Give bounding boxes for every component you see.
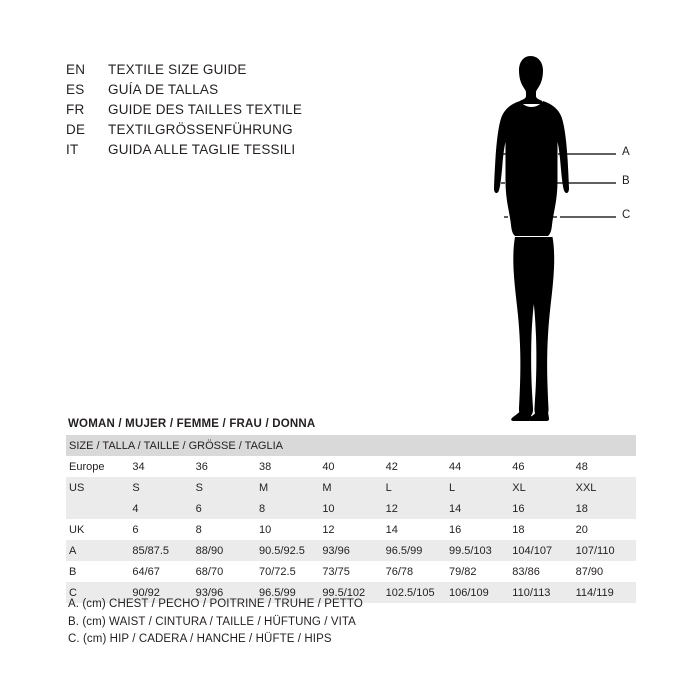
cell: XL	[509, 477, 572, 498]
cell: 8	[256, 498, 319, 519]
language-row-de	[66, 122, 466, 142]
language-text-it: GUIDA ALLE TAGLIE TESSILI	[108, 142, 296, 157]
cell: M	[319, 477, 382, 498]
table-caption: WOMAN / MUJER / FEMME / FRAU / DONNA	[68, 418, 316, 430]
cell: 10	[319, 498, 382, 519]
cell: 44	[446, 456, 509, 477]
table-row	[66, 519, 636, 540]
language-text-en: TEXTILE SIZE GUIDE	[108, 62, 247, 77]
size-table	[66, 435, 636, 603]
cell: 14	[383, 519, 446, 540]
cell: 70/72.5	[256, 561, 319, 582]
cell: 40	[319, 456, 382, 477]
footnotes	[66, 596, 626, 649]
cell: XXL	[573, 477, 636, 498]
cell: 110/113	[509, 582, 572, 603]
cell: S	[129, 477, 192, 498]
cell: 38	[256, 456, 319, 477]
row-label: B	[66, 561, 129, 582]
language-code-en: EN	[66, 62, 86, 77]
cell: 16	[446, 519, 509, 540]
table-row	[66, 561, 636, 582]
cell: 114/119	[573, 582, 636, 603]
cell: 46	[509, 456, 572, 477]
table-row	[66, 456, 636, 477]
measure-label-a: A	[622, 146, 630, 158]
table-header-row	[66, 435, 636, 456]
row-label: A	[66, 540, 129, 561]
cell: 6	[193, 498, 256, 519]
cell: 96.5/99	[383, 540, 446, 561]
table-row	[66, 477, 636, 498]
cell: 42	[383, 456, 446, 477]
cell: 83/86	[509, 561, 572, 582]
language-row-fr	[66, 102, 466, 122]
cell: 8	[193, 519, 256, 540]
language-code-es: ES	[66, 82, 85, 97]
cell: 18	[509, 519, 572, 540]
language-code-de: DE	[66, 122, 86, 137]
cell: 93/96	[193, 582, 256, 603]
cell: M	[256, 477, 319, 498]
language-text-fr: GUIDE DES TAILLES TEXTILE	[108, 102, 303, 117]
footnote-chest: A. (cm) CHEST / PECHO / POITRINE / TRUHE / PETTO	[68, 598, 363, 610]
cell: 90/92	[129, 582, 192, 603]
cell: 87/90	[573, 561, 636, 582]
cell: S	[193, 477, 256, 498]
language-row-it	[66, 142, 466, 162]
cell: 48	[573, 456, 636, 477]
row-label	[66, 498, 129, 519]
cell: 14	[446, 498, 509, 519]
row-label: US	[66, 477, 129, 498]
cell: 64/67	[129, 561, 192, 582]
cell: 18	[573, 498, 636, 519]
measure-label-c: C	[622, 209, 631, 221]
cell: 85/87.5	[129, 540, 192, 561]
cell: 12	[383, 498, 446, 519]
cell: 6	[129, 519, 192, 540]
language-text-es: GUÍA DE TALLAS	[108, 82, 219, 97]
size-table-area	[66, 418, 636, 603]
cell: 73/75	[319, 561, 382, 582]
cell: 20	[573, 519, 636, 540]
language-text-de: TEXTILGRÖSSENFÜHRUNG	[108, 122, 293, 137]
cell: 4	[129, 498, 192, 519]
language-row-es	[66, 82, 466, 102]
row-label: Europe	[66, 456, 129, 477]
table-row	[66, 498, 636, 519]
cell: 104/107	[509, 540, 572, 561]
table-header-label: SIZE / TALLA / TAILLE / GRÖSSE / TAGLIA	[66, 435, 636, 456]
cell: 99.5/102	[319, 582, 382, 603]
language-title-block	[66, 62, 466, 162]
measure-label-b: B	[622, 175, 630, 187]
cell: 106/109	[446, 582, 509, 603]
language-row-en	[66, 62, 466, 82]
cell: 88/90	[193, 540, 256, 561]
row-label: UK	[66, 519, 129, 540]
cell: 36	[193, 456, 256, 477]
language-code-it: IT	[66, 142, 79, 157]
cell: L	[446, 477, 509, 498]
cell: 90.5/92.5	[256, 540, 319, 561]
woman-silhouette-icon	[470, 50, 650, 425]
figure-illustration	[470, 50, 650, 425]
footnote-waist: B. (cm) WAIST / CINTURA / TAILLE / HÜFTUNG / VITA	[68, 615, 356, 628]
language-code-fr: FR	[66, 102, 85, 117]
cell: 12	[319, 519, 382, 540]
cell: 16	[509, 498, 572, 519]
cell: 102.5/105	[383, 582, 446, 603]
cell: 10	[256, 519, 319, 540]
cell: 76/78	[383, 561, 446, 582]
row-label: C	[66, 582, 129, 603]
cell: 68/70	[193, 561, 256, 582]
cell: 96.5/99	[256, 582, 319, 603]
cell: L	[383, 477, 446, 498]
cell: 93/96	[319, 540, 382, 561]
cell: 107/110	[573, 540, 636, 561]
cell: 79/82	[446, 561, 509, 582]
footnote-hip: C. (cm) HIP / CADERA / HANCHE / HÜFTE / HIPS	[68, 633, 332, 645]
table-row	[66, 540, 636, 561]
cell: 99.5/103	[446, 540, 509, 561]
cell: 34	[129, 456, 192, 477]
